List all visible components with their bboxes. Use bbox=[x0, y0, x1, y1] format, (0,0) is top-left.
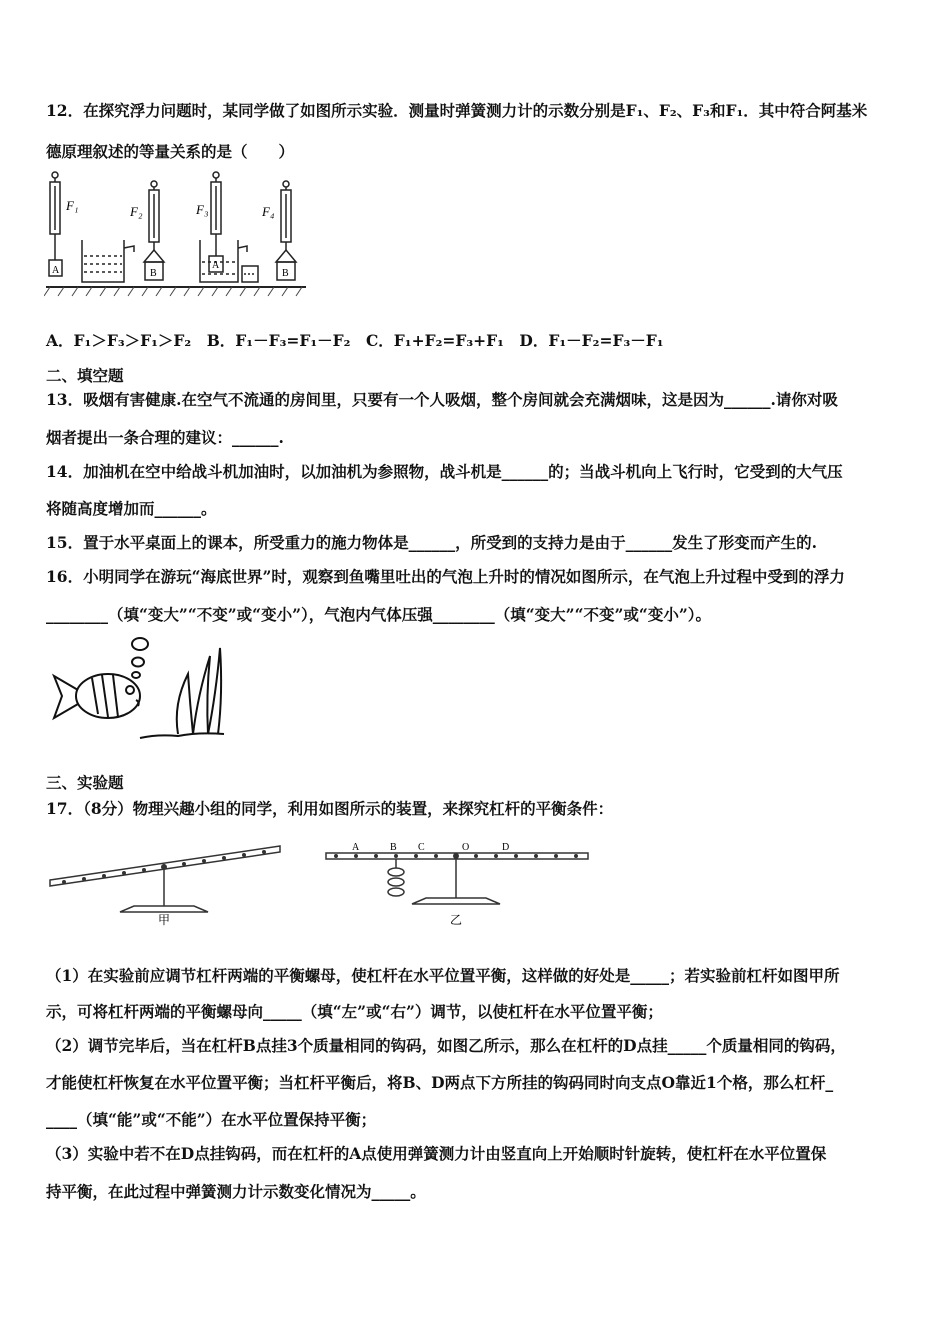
label-f2: F₂ bbox=[130, 204, 143, 219]
bubble-small bbox=[132, 672, 140, 678]
point-o: O bbox=[462, 842, 470, 853]
label-yi: 乙 bbox=[450, 913, 463, 926]
q12-text-line2: 德原理叙述的等量关系的是（ ） bbox=[46, 142, 295, 161]
q17-text-line0: 17．（8分）物理兴趣小组的同学，利用如图所示的装置，来探究杠杆的平衡条件： bbox=[46, 799, 614, 818]
point-c: C bbox=[418, 842, 425, 853]
spring-scale-4 bbox=[276, 181, 296, 280]
point-b: B bbox=[390, 842, 397, 853]
q17-p1-line2: 示，可将杠杆两端的平衡螺母向_____（填“左”或“右”）调节，以使杠杆在水平位置平衡； bbox=[46, 1002, 663, 1021]
q12-text-line1: 12．在探究浮力问题时，某同学做了如图所示实验．测量时弹簧测力计的示数分别是F₁、F₂、F₃和F₁．其中符合阿基米 bbox=[46, 101, 868, 120]
block-label-3: A bbox=[212, 260, 220, 271]
bubble-large bbox=[132, 638, 148, 650]
block-label-1: A bbox=[52, 265, 60, 276]
small-bucket bbox=[242, 266, 258, 282]
label-f3: F₃ bbox=[196, 202, 209, 217]
point-a: A bbox=[352, 842, 360, 853]
lever-figures bbox=[44, 828, 594, 926]
q15-text-line1: 15．置于水平桌面上的课本，所受重力的施力物体是______，所受到的支持力是由于______发生了形变而产生的. bbox=[46, 533, 817, 552]
q12-options: A．F₁＞F₃＞F₁＞F₂ B．F₁－F₃=F₁－F₂ C．F₁+F₂=F₃+F₁ D．F₁－F₂=F₃－F₁ bbox=[46, 331, 664, 350]
overflow-beaker bbox=[82, 240, 134, 282]
q13-text-line2: 烟者提出一条合理的建议：______. bbox=[46, 428, 284, 447]
q17-p2-line1: （2）调节完毕后，当在杠杆B点挂3个质量相同的钩码，如图乙所示，那么在杠杆的D点挂_____个质量相同的钩码， bbox=[46, 1036, 846, 1055]
label-f1: F₁ bbox=[66, 198, 79, 213]
q14-text-line1: 14．加油机在空中给战斗机加油时，以加油机为参照物，战斗机是______的；当战斗机向上飞行时，它受到的大气压 bbox=[46, 462, 843, 481]
q13-text-line1: 13．吸烟有害健康.在空气不流通的房间里，只要有一个人吸烟，整个房间就会充满烟味，这是因为______.请你对吸 bbox=[46, 390, 838, 409]
block-label-2: B bbox=[150, 268, 157, 279]
spring-scale-3 bbox=[200, 172, 247, 282]
buoyancy-experiment-figure bbox=[44, 170, 306, 300]
block-label-4: B bbox=[282, 268, 289, 279]
spring-scale-2 bbox=[144, 181, 164, 280]
q14-text-line2: 将随高度增加而______。 bbox=[46, 499, 217, 518]
q16-text-line2: ________（填“变大”“不变”或“变小”），气泡内气体压强________（填“变大”“不变”或“变小”）。 bbox=[46, 605, 711, 624]
label-jia: 甲 bbox=[158, 913, 171, 926]
q16-text-line1: 16．小明同学在游玩“海底世界”时，观察到鱼嘴里吐出的气泡上升时的情况如图所示，在气泡上升过程中受到的浮力 bbox=[46, 567, 845, 586]
q17-p3-line1: （3）实验中若不在D点挂钩码，而在杠杆的A点使用弹簧测力计由竖直向上开始顺时针旋转，使杠杆在水平位置保 bbox=[46, 1144, 827, 1163]
section2-title: 二、填空题 bbox=[46, 366, 124, 385]
q17-p1-line1: （1）在实验前应调节杠杆两端的平衡螺母，使杠杆在水平位置平衡，这样做的好处是_____；若实验前杠杆如图甲所 bbox=[46, 966, 840, 985]
section3-title: 三、实验题 bbox=[46, 773, 124, 792]
label-f4: F₄ bbox=[262, 204, 275, 219]
fish-bubbles-figure bbox=[48, 634, 233, 749]
q17-p2-line3: ____（填“能”或“不能”）在水平位置保持平衡； bbox=[46, 1110, 377, 1129]
q17-p2-line2: 才能使杠杆恢复在水平位置平衡；当杠杆平衡后，将B、D两点下方所挂的钩码同时向支点O靠近1个格，那么杠杆_ bbox=[46, 1073, 834, 1092]
spring-scale-1 bbox=[49, 172, 62, 276]
lever-yi bbox=[326, 853, 588, 904]
bubble-medium bbox=[132, 658, 144, 667]
q17-p3-line2: 持平衡，在此过程中弹簧测力计示数变化情况为_____。 bbox=[46, 1182, 426, 1201]
point-d: D bbox=[502, 842, 510, 853]
